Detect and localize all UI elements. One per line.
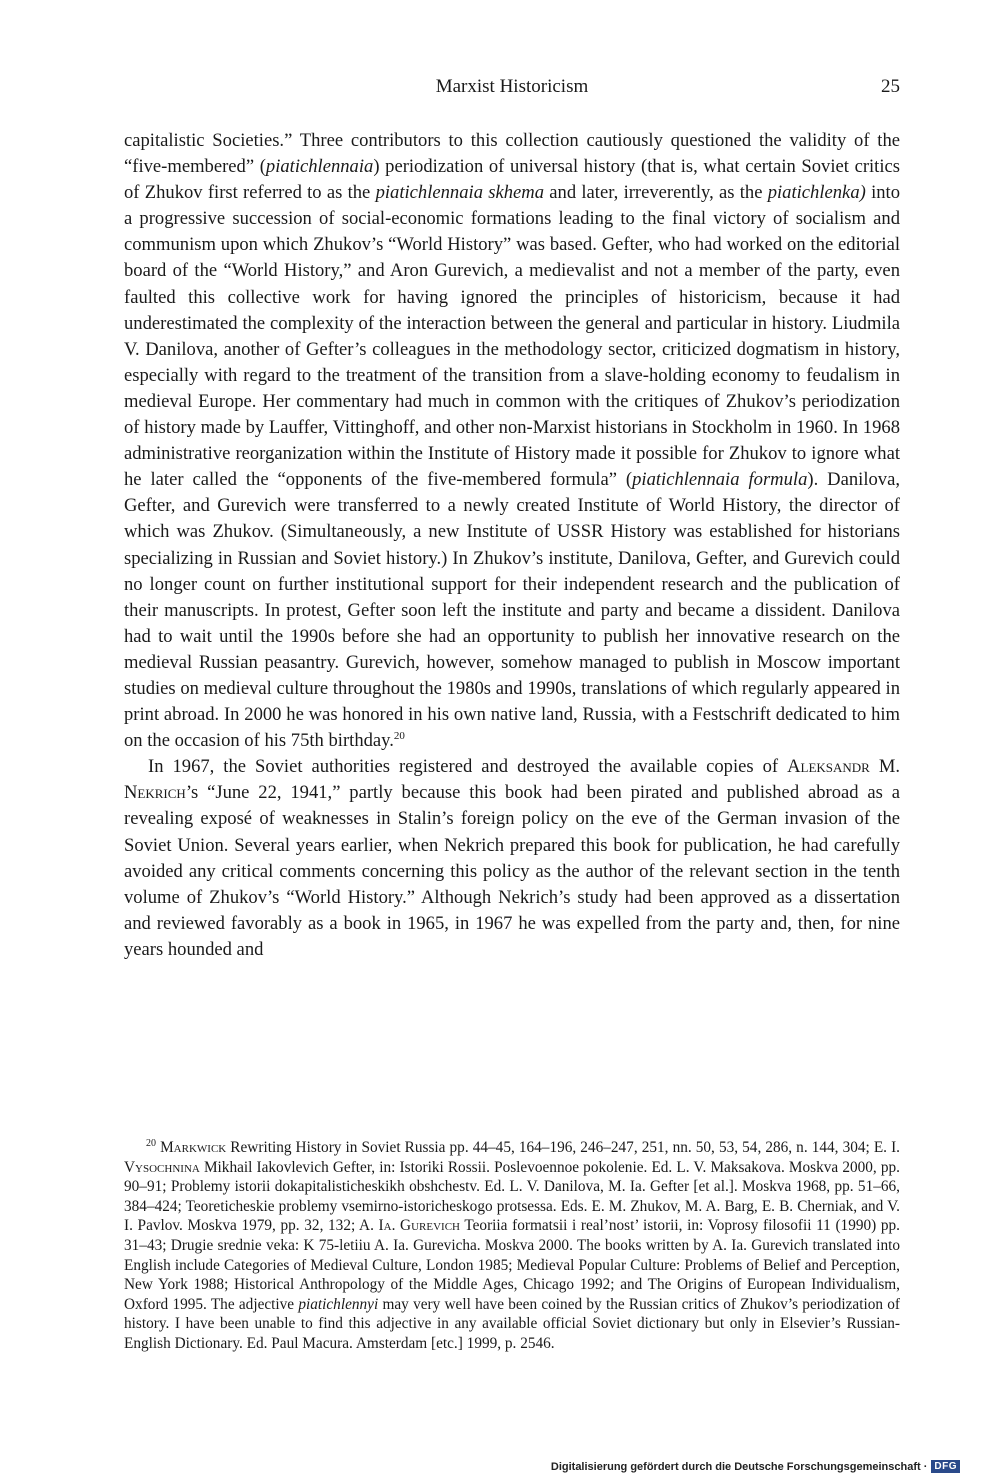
footnote-author: Markwick — [160, 1139, 227, 1156]
running-title: Marxist Historicism — [435, 76, 589, 97]
footnote-text: Rewriting History in Soviet Russia pp. 44–45, 164–196, 246–247, 251, nn. 50, 53, 54, 286, n. 144, 304; E. I. — [226, 1139, 900, 1156]
text-run: into a progressive succession of social-economic formations leading to the final victory of socialism and communism upon which Zhukov’s “World History” was based. Gefter, who had worked on the editorial board of the “World History,” and Aron Gurevich, a medievalist and not a member of the party, even faulted this collective work for having ignored the principles of historicism, because it had underestimated the complexity of the interaction between the general and particular in history. Liudmila V. Danilova, another of Gefter’s colleagues in the methodology sector, criticized dogmatism in history, especially with regard to the treatment of the transition from a slave-holding economy to feudalism in medieval Europe. Her commentary had much in common with the critiques of Zhukov’s periodization of history made by Lauffer, Vittinghoff, and other non-Marxist historians in Stockholm in 1960. In 1968 administrative reorganization within the Institute of History made it possible for Zhukov to ignore what he later called the “opponents of the five-membered formula” ( — [124, 182, 900, 491]
footnote-marker[interactable]: 20 — [393, 729, 405, 742]
footnote-text: may very well have been coined by the Russian critics of Zhukov’s periodization of history. I have been unable to find this adjective in any available official Soviet dictionary but only in Elsevier’s Russian-English Dictionary. Ed. Paul Macura. Amsterdam [etc.] 1999, p. 2546. — [124, 1295, 900, 1352]
italic-term: piatichlennyi — [298, 1295, 379, 1313]
text-run: ) periodization of universal history (that is, what certain Soviet critics of Zhukov first referred to as the — [124, 156, 900, 204]
author-name: Aleksandr M. Nekrich — [124, 756, 901, 804]
text-run: In 1967, the Soviet authorities registered and destroyed the available copies of — [148, 756, 788, 778]
italic-term: piatichlennaia formula — [632, 469, 808, 491]
footnote-text: Mikhail Iakovlevich Gefter, in: Istoriki Rossii. Poslevoennoe pokolenie. Ed. L. V. Maksakova. Moskva 2000, pp. 90–91; Problemy istorii dokapitalisticheskikh obshchestv. Ed. L. V. Danilova, M. Ia. Gefter [et al.]. Moskva 1968, pp. 51–66, 384–424; Teoreticheskie problemy vsemirno-istoricheskogo protsessa. Eds. E. M. Zhukov, M. A. Barg, E. B. Cherniak, and V. I. Pavlov. Moskva 1979, pp. 32, 132; A. — [124, 1158, 900, 1235]
italic-term: piatichlennaia skhema — [375, 182, 545, 204]
running-header — [124, 76, 900, 104]
text-run: capitalistic Societies.” Three contributors to this collection cautiously questioned the validity of the “five-membered” ( — [124, 130, 900, 178]
footnotes — [124, 1138, 900, 1354]
paragraph-1 — [124, 128, 900, 754]
text-run: ’s “June 22, 1941,” partly because this book had been pirated and published abroad as a revealing exposé of weaknesses in Stalin’s foreign policy on the eve of the German invasion of the Soviet Union. Several years earlier, when Nekrich prepared this book for publication, he had carefully avoided any critical comments concerning this policy as the author of the relevant section in the tenth volume of Zhukov’s “World History.” Although Nekrich’s study had been approved as a dissertation and reviewed favorably as a book in 1965, in 1967 he was expelled from the party and, then, for nine years hounded and — [124, 782, 900, 960]
footnote-number: 20 — [146, 1137, 156, 1149]
footnote-author: Vysochnina — [124, 1158, 200, 1176]
text-run: ). Danilova, Gefter, and Gurevich were transferred to a newly created Institute of World History, the director of which was Zhukov. (Simultaneously, a new Institute of USSR History was established for historians specializing in Russian and Soviet history.) In Zhukov’s institute, Danilova, Gefter, and Gurevich could no longer count on further institutional support for their independent research and the publication of their manuscripts. In protest, Gefter soon left the institute and party and became a dissident. Danilova had to wait until the 1990s before she had an opportunity to publish her innovative research on the medieval Russian peasantry. Gurevich, however, somehow managed to publish in Moscow important studies on medieval culture throughout the 1980s and 1990s, translations of which regularly appeared in print abroad. In 2000 he was honored in his own native land, Russia, with a Festschrift dedicated to him on the occasion of his 75th birthday. — [124, 469, 900, 752]
dfg-logo-icon: DFG — [931, 1460, 960, 1473]
footnote-20 — [124, 1138, 900, 1354]
credit-text: Digitalisierung gefördert durch die Deutsche Forschungsgemeinschaft · — [550, 1460, 928, 1473]
paragraph-2 — [124, 754, 900, 963]
body-text — [124, 128, 900, 963]
footnote-author: Ia. Gurevich — [378, 1217, 460, 1235]
footnote-text: Teoriia formatsii i real’nost’ istorii, in: Voprosy filosofii 11 (1990) pp. 31–43; Drugie srednie veka: K 75-letiiu A. Ia. Gurevicha. Moskva 2000. The books written by A. Ia. Gurevich translated into English include Categories of Medieval Culture, London 1985; Medieval Popular Culture: Problems of Belief and Perception, New York 1988; Historical Anthropology of the Middle Ages, Chicago 1992; and The Origins of European Individualism, Oxford 1995. The adjective — [124, 1217, 901, 1313]
text-run: and later, irreverently, as the — [544, 182, 768, 204]
digitization-credit — [551, 1460, 960, 1473]
page-number: 25 — [881, 76, 900, 97]
italic-term: piatichlenka) — [767, 182, 866, 204]
italic-term: piatichlennaia — [265, 156, 374, 178]
